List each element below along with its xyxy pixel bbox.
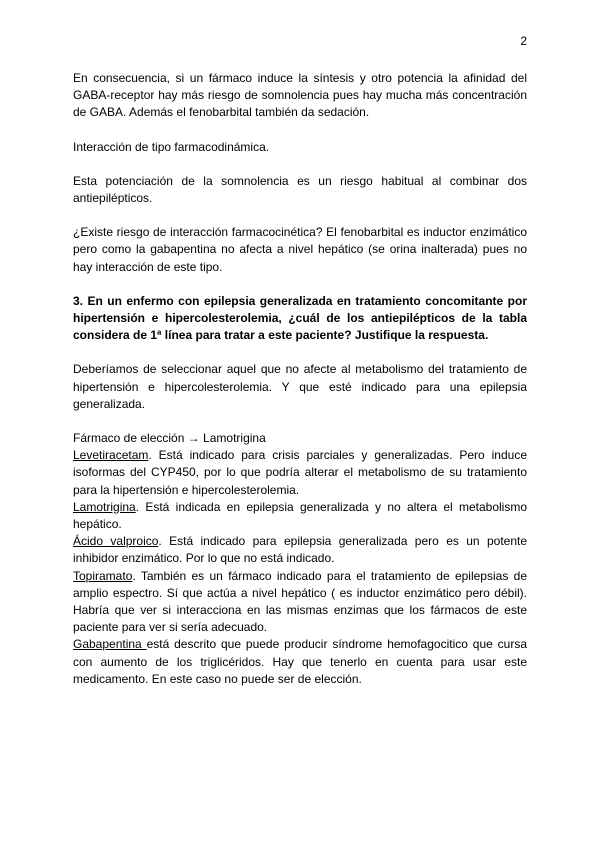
paragraph-consecuencia: En consecuencia, si un fármaco induce la síntesis y otro potencia la afinidad del GABA-receptor hay más riesgo de somnolencia pues hay mucha más concentración de GABA. Además el fenobarbital también da sedación. xyxy=(73,71,527,120)
drug-description: . Está indicado para epilepsia generalizada pero es un potente inhibidor enzimático. Por lo que no está indicado. xyxy=(73,534,528,566)
drug-name: Levetiracetam xyxy=(73,448,149,463)
drug-entry-acido-valproico xyxy=(73,533,527,567)
drug-description: . Está indicado para crisis parciales y generalizadas. Pero induce isoformas del CYP450, por lo que podría alterar el metabolismo de su tratamiento para la hipertensión e hipercolesterolemia. xyxy=(73,448,527,497)
paragraph-potenciacion: Esta potenciación de la somnolencia es un riesgo habitual al combinar dos antiepilépticos. xyxy=(73,173,527,206)
page-number: 2 xyxy=(520,34,527,48)
drug-name: Gabapentina xyxy=(73,637,147,652)
drug-name: Topiramato xyxy=(73,568,133,583)
paragraph-interaccion-tipo: Interacción de tipo farmacodinámica. xyxy=(73,139,270,154)
drug-description: está descrito que puede producir síndrome hemofagocitico que cursa con aumento de los triglicéridos. Hay que tenerlo en cuenta para usar este medicamento. En este caso no puede ser de elección. xyxy=(73,637,528,686)
drug-entry-levetiracetam xyxy=(73,447,527,499)
drug-description: . Está indicada en epilepsia generalizada y no altera el metabolismo hepático. xyxy=(73,499,527,532)
question-3: 3. En un enfermo con epilepsia generalizada en tratamiento concomitante por hipertensión e hipercolesterolemia, ¿cuál de los antiepilépticos de la tabla considera de 1ª línea para tratar a este paciente? Justifique la respuesta. xyxy=(73,293,527,343)
drug-entry-gabapentina xyxy=(73,636,527,688)
paragraph-seleccion: Deberíamos de seleccionar aquel que no afecte al metabolismo del tratamiento de hipertensión e hipercolesterolemia. Y que esté indicado para una epilepsia generalizada. xyxy=(73,362,527,411)
drug-name: Ácido valproico xyxy=(73,534,159,549)
paragraph-farmaco-eleccion: Fármaco de elección → Lamotrigina xyxy=(73,431,266,446)
drug-list xyxy=(73,447,527,688)
drug-entry-lamotrigina xyxy=(73,499,527,533)
paragraph-farmacocinetica: ¿Existe riesgo de interacción farmacocinética? El fenobarbital es inductor enzimático pero como la gabapentina no afecta a nivel hepático (se orina inalterada) pues no hay interacción de este tipo. xyxy=(73,225,527,274)
drug-description: . También es un fármaco indicado para el tratamiento de epilepsias de amplio espectro. Sí que actúa a nivel hepático ( es inductor enzimático pero débil). Habría que ver si interacciona en las mismas enzimas que los fármacos de este paciente para ver si sería adecuado. xyxy=(73,568,527,635)
drug-name: Lamotrigina xyxy=(73,499,136,514)
drug-entry-topiramato xyxy=(73,568,527,637)
document-body xyxy=(73,70,527,688)
